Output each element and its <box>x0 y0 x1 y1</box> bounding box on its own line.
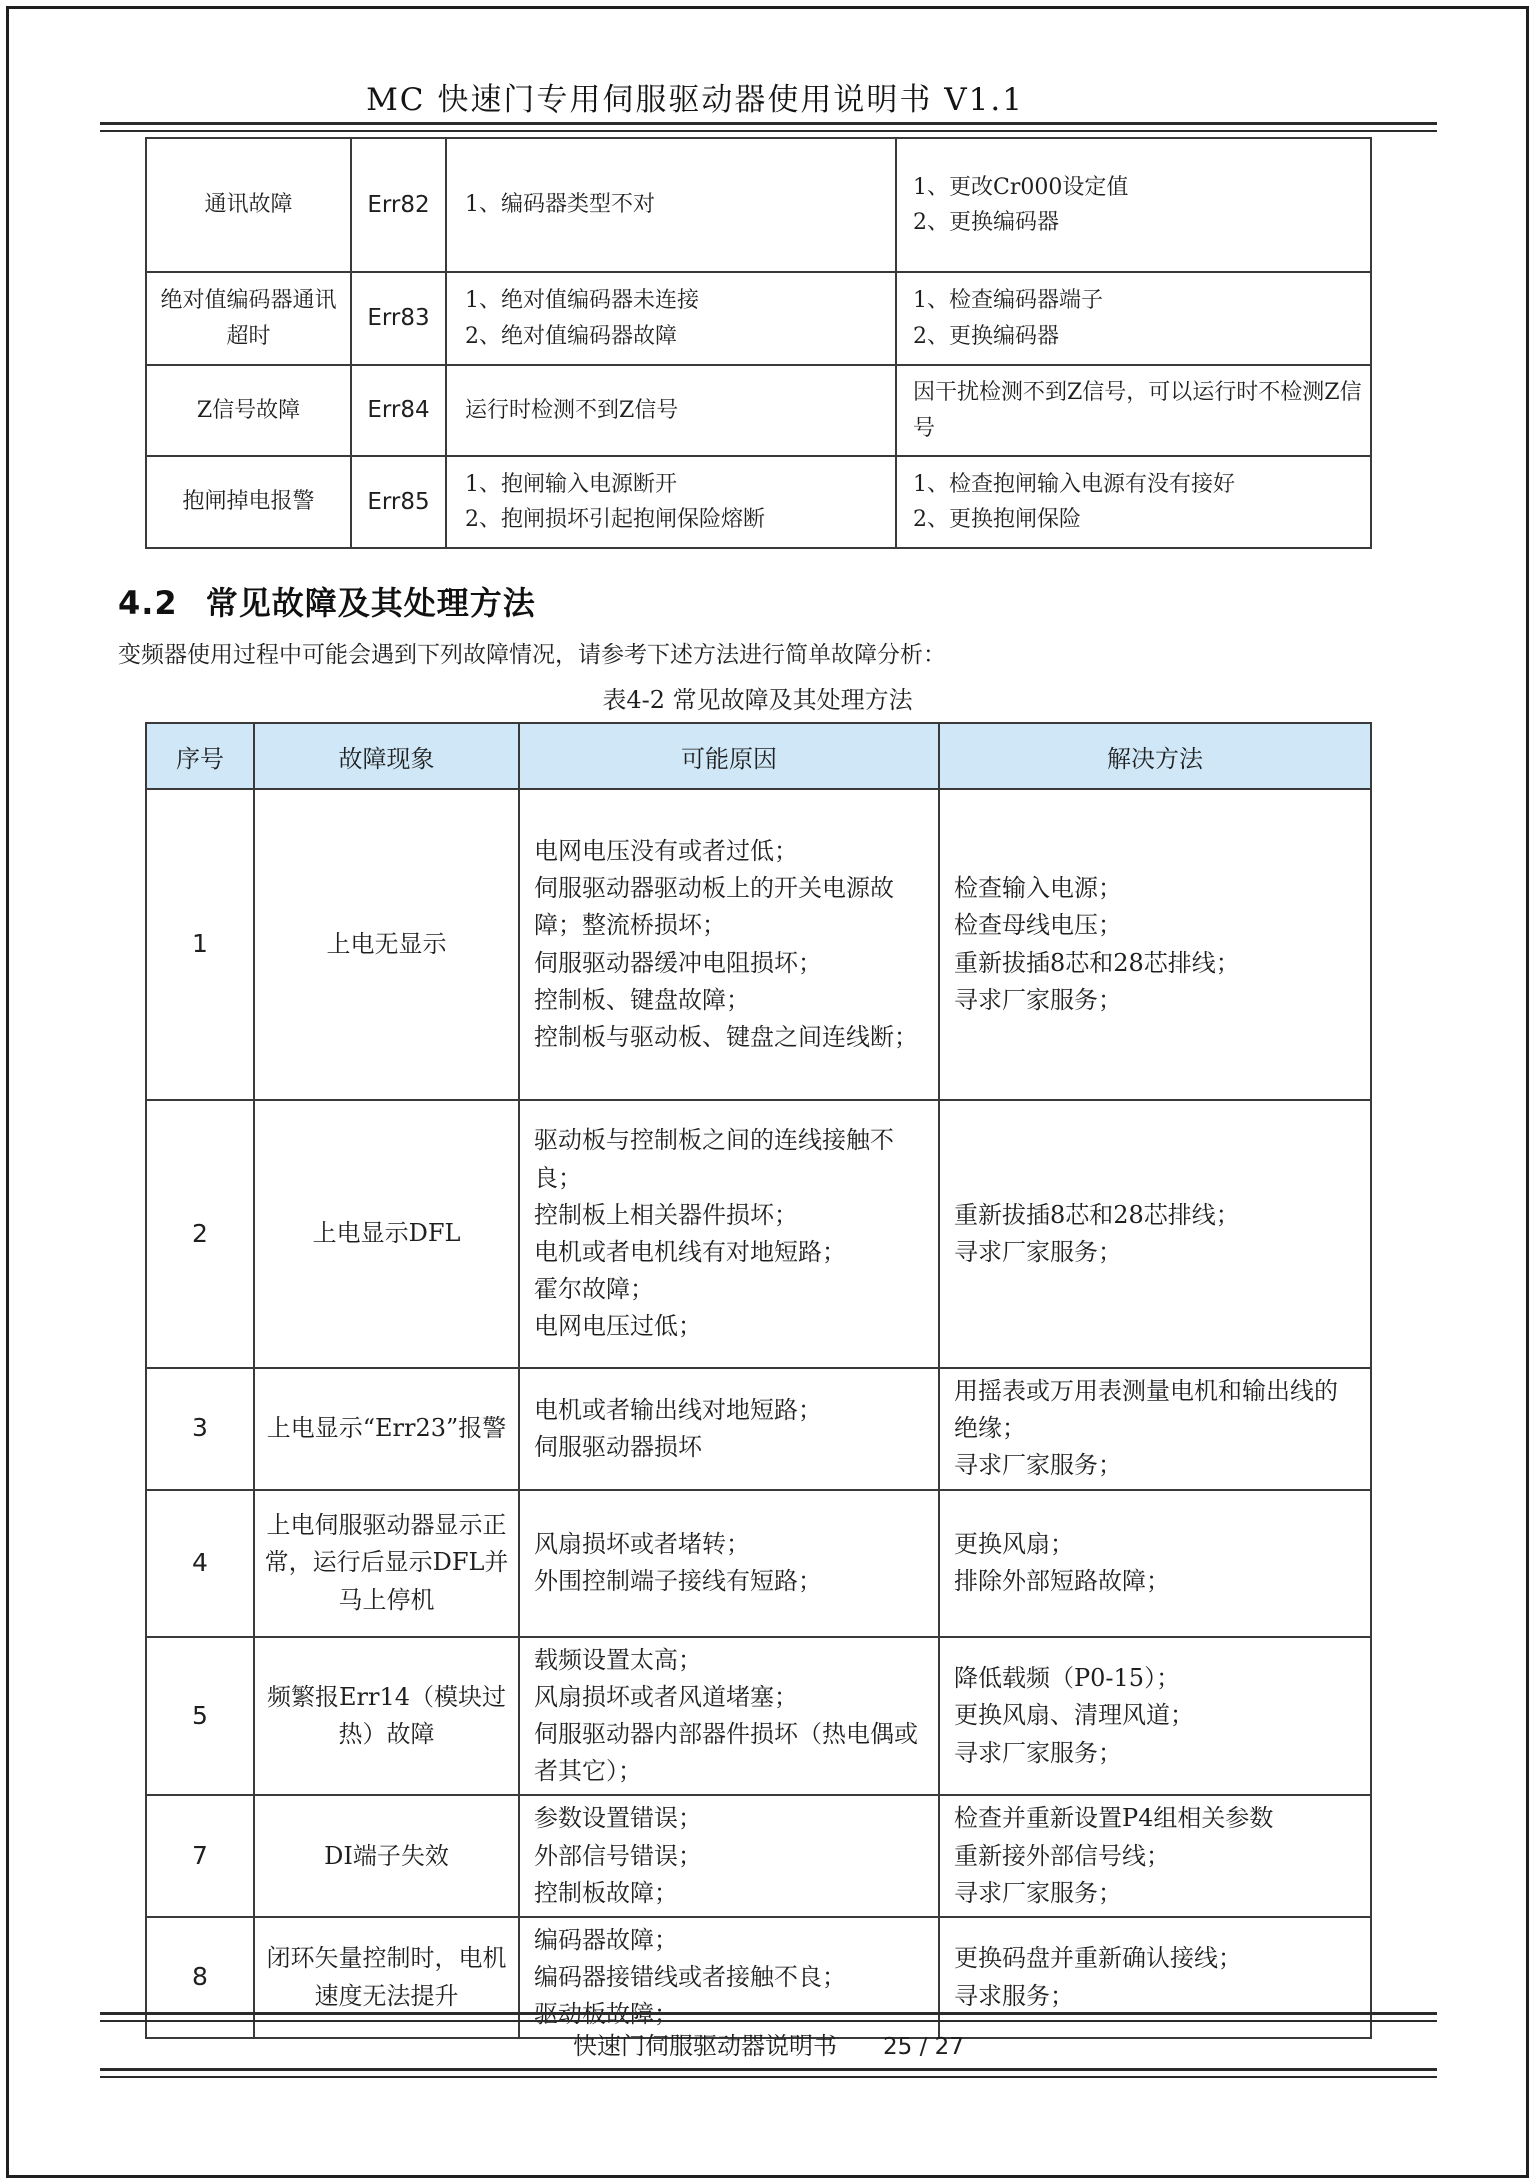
cell-cause <box>519 1100 939 1368</box>
cell-cause <box>519 1490 939 1637</box>
text-line: 编码器故障； <box>534 1925 678 1954</box>
cell-phenomenon: DI端子失效 <box>254 1795 519 1917</box>
cell-solution <box>939 1490 1371 1637</box>
cell-solution <box>939 789 1371 1100</box>
cell-error-code: Err83 <box>351 272 446 365</box>
solution-list <box>954 1197 1360 1271</box>
text-line: 载频设置太高； <box>534 1645 702 1674</box>
text-line: 控制板与驱动板、键盘之间连线断； <box>534 1022 918 1051</box>
text-line: 更换风扇、清理风道； <box>954 1701 1194 1730</box>
cell-error-code: Err82 <box>351 138 446 272</box>
text-line: 寻求厂家服务； <box>954 1451 1122 1480</box>
text-line: 风扇损坏或者风道堵塞； <box>534 1682 798 1711</box>
cell-error-code: Err84 <box>351 365 446 456</box>
cause-list <box>534 833 928 1056</box>
cell-cause <box>519 789 939 1100</box>
cell-phenomenon: 频繁报Err14（模块过热）故障 <box>254 1637 519 1796</box>
solution-list <box>954 870 1360 1019</box>
text-line: 重新拔插8芯和28芯排线； <box>954 948 1240 977</box>
text-line: 运行时检测不到Z信号 <box>465 397 679 423</box>
cause-list <box>465 283 887 353</box>
text-line: 参数设置错误； <box>534 1804 702 1833</box>
solution-list <box>913 170 1362 240</box>
table-row <box>146 365 1371 456</box>
header-cell-solution: 解决方法 <box>939 723 1371 789</box>
cell-error-code: Err85 <box>351 456 446 548</box>
table-row <box>146 1100 1371 1368</box>
section-number: 4.2 <box>118 584 178 622</box>
text-line: 控制板故障； <box>534 1878 678 1907</box>
text-line: 寻求厂家服务； <box>954 985 1122 1014</box>
text-line: 检查母线电压； <box>954 911 1122 940</box>
text-line: 编码器接错线或者接触不良； <box>534 1963 846 1992</box>
footer-divider-bottom <box>100 2068 1437 2078</box>
text-line: 1、编码器类型不对 <box>465 192 655 218</box>
cause-list <box>534 1392 928 1466</box>
cell-no: 8 <box>146 1917 254 2039</box>
solution-list <box>954 1373 1360 1485</box>
text-line: 2、绝对值编码器故障 <box>465 323 677 349</box>
text-line: 电网电压过低； <box>534 1312 702 1341</box>
header-cell-phenomenon: 故障现象 <box>254 723 519 789</box>
text-line: 重新拔插8芯和28芯排线； <box>954 1200 1240 1229</box>
cell-fault-name: Z信号故障 <box>146 365 351 456</box>
solution-list <box>913 375 1362 445</box>
cell-phenomenon: 上电无显示 <box>254 789 519 1100</box>
table-row <box>146 272 1371 365</box>
text-line: 更换码盘并重新确认接线； <box>954 1944 1242 1973</box>
section-heading <box>118 578 536 624</box>
text-line: 因干扰检测不到Z信号，可以运行时不检测Z信号 <box>913 380 1362 441</box>
text-line: 2、抱闸损坏引起抱闸保险熔断 <box>465 507 765 532</box>
text-line: 伺服驱动器驱动板上的开关电源故障；整流桥损坏； <box>534 874 894 940</box>
cell-solution <box>896 272 1371 365</box>
text-line: 2、更换编码器 <box>913 323 1059 349</box>
title-divider <box>100 122 1437 132</box>
cell-cause <box>446 272 896 365</box>
cause-list <box>534 1642 928 1791</box>
text-line: 控制板、键盘故障； <box>534 985 750 1014</box>
table-row <box>146 1637 1371 1796</box>
cell-no: 3 <box>146 1368 254 1490</box>
cause-list <box>534 1122 928 1345</box>
text-line: 排除外部短路故障； <box>954 1567 1170 1596</box>
solution-list <box>954 1660 1360 1772</box>
page-title: MC 快速门专用伺服驱动器使用说明书 V1.1 <box>366 82 1024 118</box>
cell-no: 4 <box>146 1490 254 1637</box>
text-line: 用摇表或万用表测量电机和输出线的绝缘； <box>954 1377 1338 1443</box>
text-line: 2、更换抱闸保险 <box>913 507 1081 532</box>
text-line: 1、绝对值编码器未连接 <box>465 288 699 314</box>
table-row <box>146 789 1371 1100</box>
common-fault-table <box>145 722 1372 2039</box>
text-line: 霍尔故障； <box>534 1275 654 1304</box>
solution-list <box>954 1526 1360 1600</box>
cell-fault-name: 抱闸掉电报警 <box>146 456 351 548</box>
header-cell-no: 序号 <box>146 723 254 789</box>
table-caption: 表4-2 常见故障及其处理方法 <box>602 686 913 714</box>
cell-no: 7 <box>146 1795 254 1917</box>
text-line: 寻求厂家服务； <box>954 1738 1122 1767</box>
cell-solution <box>939 1637 1371 1796</box>
text-line: 伺服驱动器缓冲电阻损坏； <box>534 948 822 977</box>
cell-phenomenon: 上电显示DFL <box>254 1100 519 1368</box>
cell-solution <box>896 138 1371 272</box>
footer-page-number: 25 / 27 <box>883 2034 964 2060</box>
text-line: 1、检查编码器端子 <box>913 288 1103 314</box>
cell-solution <box>939 1100 1371 1368</box>
text-line: 1、检查抱闸输入电源有没有接好 <box>913 471 1235 497</box>
text-line: 驱动板与控制板之间的连线接触不良； <box>534 1126 894 1192</box>
cell-solution <box>939 1795 1371 1917</box>
cause-list <box>534 1526 928 1600</box>
cell-fault-name: 绝对值编码器通讯超时 <box>146 272 351 365</box>
text-line: 1、抱闸输入电源断开 <box>465 471 677 497</box>
text-line: 伺服驱动器损坏 <box>534 1432 702 1461</box>
cell-cause <box>519 1637 939 1796</box>
solution-list <box>913 467 1362 537</box>
text-line: 驱动板故障； <box>534 2000 678 2029</box>
text-line: 电机或者输出线对地短路； <box>534 1395 822 1424</box>
text-line: 电网电压没有或者过低； <box>534 836 798 865</box>
cause-list <box>534 1800 928 1912</box>
cause-list <box>465 393 887 428</box>
error-code-table <box>145 137 1372 549</box>
solution-list <box>954 1800 1360 1912</box>
cell-solution <box>896 365 1371 456</box>
cell-cause <box>446 456 896 548</box>
footer <box>100 2026 1437 2061</box>
table-row <box>146 1490 1371 1637</box>
table-row <box>146 1368 1371 1490</box>
section-title: 常见故障及其处理方法 <box>205 584 536 622</box>
text-line: 外围控制端子接线有短路； <box>534 1567 822 1596</box>
cell-phenomenon: 上电伺服驱动器显示正常，运行后显示DFL并马上停机 <box>254 1490 519 1637</box>
table-row <box>146 1795 1371 1917</box>
cell-cause <box>446 138 896 272</box>
cell-no: 2 <box>146 1100 254 1368</box>
text-line: 检查并重新设置P4组相关参数 <box>954 1804 1274 1833</box>
table-row <box>146 138 1371 272</box>
header-cell-cause: 可能原因 <box>519 723 939 789</box>
table-header-row <box>146 723 1371 789</box>
text-line: 寻求厂家服务； <box>954 1878 1122 1907</box>
text-line: 更换风扇； <box>954 1529 1074 1558</box>
section-intro: 变频器使用过程中可能会遇到下列故障情况，请参考下述方法进行简单故障分析： <box>118 642 946 668</box>
text-line: 2、更换编码器 <box>913 210 1059 235</box>
cell-solution <box>896 456 1371 548</box>
text-line: 控制板上相关器件损坏； <box>534 1200 798 1229</box>
solution-list <box>913 283 1362 353</box>
cell-fault-name: 通讯故障 <box>146 138 351 272</box>
cell-solution <box>939 1368 1371 1490</box>
cell-phenomenon: 闭环矢量控制时，电机速度无法提升 <box>254 1917 519 2039</box>
text-line: 电机或者电机线有对地短路； <box>534 1238 846 1266</box>
cell-no: 5 <box>146 1637 254 1796</box>
cause-list <box>465 187 887 222</box>
footer-divider-top <box>100 2012 1437 2022</box>
text-line: 寻求服务； <box>954 1981 1074 2010</box>
text-line: 外部信号错误； <box>534 1841 702 1870</box>
text-line: 风扇损坏或者堵转； <box>534 1529 750 1558</box>
table-row <box>146 456 1371 548</box>
text-line: 伺服驱动器内部器件损坏（热电偶或者其它）； <box>534 1719 918 1786</box>
cell-phenomenon: 上电显示“Err23”报警 <box>254 1368 519 1490</box>
text-line: 寻求厂家服务； <box>954 1238 1122 1266</box>
text-line: 降低载频（P0-15）； <box>954 1664 1181 1693</box>
footer-doc-name: 快速门伺服驱动器说明书 <box>573 2032 838 2060</box>
cause-list <box>465 467 887 537</box>
cell-cause <box>519 1368 939 1490</box>
cell-cause <box>446 365 896 456</box>
cell-cause <box>519 1795 939 1917</box>
text-line: 检查输入电源； <box>954 874 1122 903</box>
text-line: 重新接外部信号线； <box>954 1841 1170 1870</box>
solution-list <box>954 1940 1360 2014</box>
text-line: 1、更改Cr000设定值 <box>913 174 1129 200</box>
cell-no: 1 <box>146 789 254 1100</box>
